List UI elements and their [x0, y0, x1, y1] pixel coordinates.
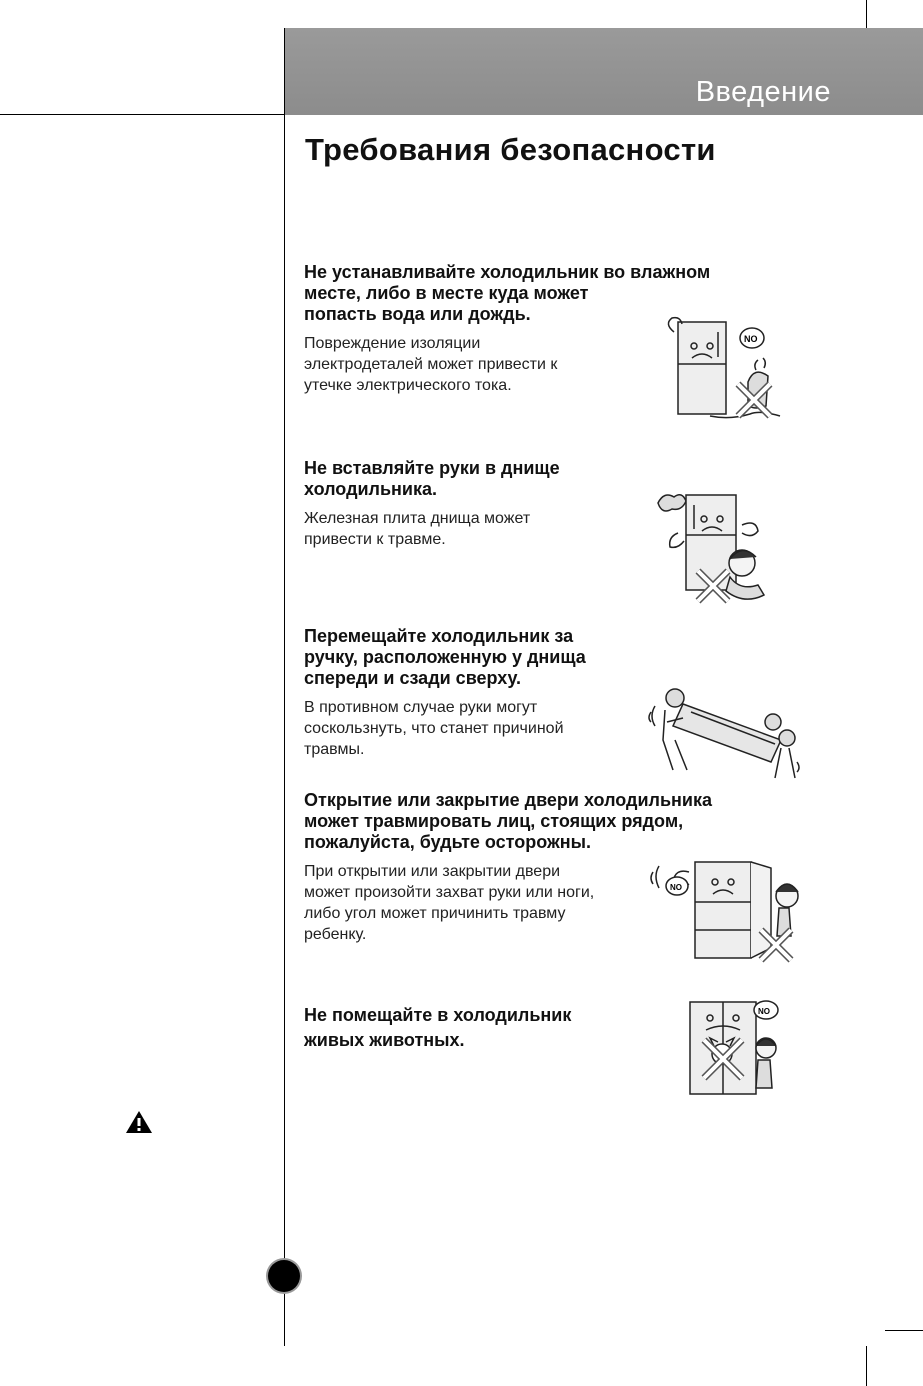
- no-badge: NO: [670, 883, 682, 892]
- page-number-dot: [268, 1260, 300, 1292]
- safety-item-title: Не устанавливайте холодильник во влажном месте, либо в месте куда может попасть вода или дождь.: [304, 262, 711, 324]
- safety-item-body: В противном случае руки могут соскользнуть, что станет причиной травмы.: [304, 699, 564, 758]
- left-column-divider: [284, 28, 285, 1346]
- no-badge: NO: [758, 1007, 770, 1016]
- page-title: Требования безопасности: [305, 132, 716, 167]
- illustration-carrying-fridge: [645, 682, 805, 784]
- safety-item-body: При открытии или закрытии двери может произойти захват руки или ноги, либо угол может причинить травму ребенку.: [304, 863, 595, 943]
- safety-item-title: Не помещайте в холодильник живых животных.: [304, 1005, 572, 1050]
- safety-item-title: Не вставляйте руки в днище холодильника.: [304, 458, 560, 499]
- section-label: Введение: [695, 76, 831, 108]
- header-band: [285, 28, 923, 115]
- crop-mark-right-bottom: [885, 1330, 923, 1331]
- safety-item-body: Железная плита днища может привести к травме.: [304, 510, 531, 548]
- warning-triangle-icon: [125, 1110, 153, 1134]
- safety-item-body: Повреждение изоляции электродеталей может привести к утечке электрического тока.: [304, 335, 558, 394]
- header-rule: [0, 114, 285, 115]
- illustration-wet-location: [660, 312, 790, 422]
- illustration-hands-under-fridge: [650, 485, 780, 610]
- safety-item-title: Перемещайте холодильник за ручку, расположенную у днища спереди и сзади сверху.: [304, 626, 586, 688]
- crop-mark-bottom: [866, 1346, 867, 1386]
- no-badge: NO: [744, 334, 758, 344]
- illustration-door-hazard: [645, 852, 805, 972]
- safety-item-title: Открытие или закрытие двери холодильника может травмировать лиц, стоящих рядом, пожалуйста, будьте осторожны.: [304, 790, 712, 852]
- crop-mark-top: [866, 0, 867, 28]
- illustration-no-animals: [680, 990, 810, 1100]
